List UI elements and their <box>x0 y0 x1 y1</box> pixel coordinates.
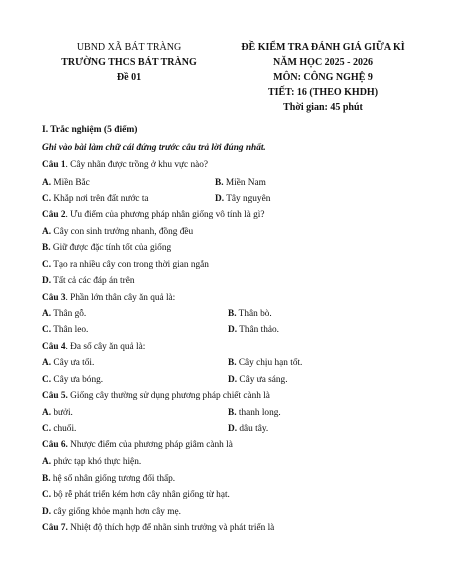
option-text: bộ rễ phát triển kém hơn cây nhân giống từ hạt. <box>51 490 230 500</box>
option-letter: C. <box>42 490 52 500</box>
question-3 <box>42 293 175 303</box>
question-label: Câu 4 <box>42 342 66 352</box>
exam-header <box>218 40 428 115</box>
question-text: . Đa số cây ăn quả là: <box>65 342 146 352</box>
option-text: cây giống khỏe mạnh hơn cây mẹ. <box>51 507 181 517</box>
option-2a <box>42 227 193 237</box>
question-4 <box>42 342 145 352</box>
option-letter: D. <box>228 424 238 434</box>
question-1 <box>42 160 208 170</box>
option-letter: B. <box>228 408 237 418</box>
question-text: Giống cây thường sử dụng phương pháp chiết cành là <box>67 391 270 401</box>
duration: Thời gian: 45 phút <box>283 102 363 113</box>
option-text: Cây ưa bóng. <box>51 375 104 385</box>
question-label: Câu 5. <box>42 391 68 401</box>
option-2c <box>42 260 209 270</box>
option-text: Khắp nơi trên đất nước ta <box>51 194 149 204</box>
option-letter: C. <box>42 325 52 335</box>
option-letter: B. <box>42 243 51 253</box>
option-text: Cây ưa sáng. <box>237 375 288 385</box>
option-text: dâu tây. <box>237 424 269 434</box>
option-text: Thân bò. <box>236 309 272 319</box>
option-letter: D. <box>215 194 225 204</box>
option-text: Tất cả các đáp án trên <box>51 276 135 286</box>
option-5c <box>42 424 76 434</box>
question-text: Nhiệt độ thích hợp để nhãn sinh trưởng và phát triển là <box>67 523 275 533</box>
option-letter: A. <box>42 358 52 368</box>
option-letter: B. <box>228 358 237 368</box>
school-header <box>34 40 224 85</box>
option-6d <box>42 507 181 517</box>
option-letter: B. <box>42 474 51 484</box>
exam-code: Đề 01 <box>116 72 142 83</box>
option-text: chuối. <box>51 424 77 434</box>
question-label: Câu 6. <box>42 440 68 450</box>
option-2b <box>42 243 171 253</box>
subject: MÔN: CÔNG NGHỆ 9 <box>273 72 373 83</box>
option-5a <box>42 408 73 418</box>
option-letter: D. <box>42 276 52 286</box>
option-text: Cây con sinh trưởng nhanh, đồng đều <box>51 227 194 237</box>
option-letter: A. <box>42 457 52 467</box>
option-letter: D. <box>42 507 52 517</box>
option-6c <box>42 490 230 500</box>
question-2 <box>42 210 264 220</box>
option-5d <box>228 424 268 434</box>
instruction: Ghi vào bài làm chữ cái đứng trước câu trả lời đúng nhất. <box>42 143 266 153</box>
option-text: Tây nguyên <box>224 194 271 204</box>
question-label: Câu 3 <box>42 293 66 303</box>
question-label: Câu 2 <box>42 210 66 220</box>
exam-title: ĐỀ KIỂM TRA ĐÁNH GIÁ GIỮA KÌ <box>241 42 405 53</box>
option-text: Cây ưa tối. <box>51 358 95 368</box>
option-4a <box>42 358 94 368</box>
option-1c <box>42 194 149 204</box>
option-letter: A. <box>42 178 52 188</box>
option-letter: B. <box>215 178 224 188</box>
option-text: Thân thảo. <box>237 325 279 335</box>
question-label: Câu 7. <box>42 523 68 533</box>
option-letter: D. <box>228 325 238 335</box>
option-4b <box>228 358 302 368</box>
school-name: TRƯỜNG THCS BÁT TRÀNG <box>61 57 197 68</box>
question-text: Nhược điểm của phương pháp giâm cành là <box>67 440 233 450</box>
option-1d <box>215 194 270 204</box>
question-7 <box>42 523 274 533</box>
option-3d <box>228 325 279 335</box>
option-text: Cây chịu hạn tốt. <box>236 358 303 368</box>
option-3a <box>42 309 86 319</box>
option-text: Thân leo. <box>51 325 89 335</box>
commune-name: UBND XÃ BÁT TRÀNG <box>76 42 182 53</box>
option-3c <box>42 325 88 335</box>
option-5b <box>228 408 281 418</box>
option-text: thanh long. <box>236 408 281 418</box>
option-letter: D. <box>228 375 238 385</box>
option-text: bưởi. <box>51 408 73 418</box>
question-text: . Phần lớn thân cây ăn quả là: <box>65 293 176 303</box>
option-letter: C. <box>42 194 52 204</box>
option-1b <box>215 178 266 188</box>
option-text: Miền Bắc <box>51 178 90 188</box>
lesson-period: TIẾT: 16 (THEO KHDH) <box>267 87 379 98</box>
question-text: . Ưu điểm của phương pháp nhân giống vô tính là gì? <box>65 210 265 220</box>
option-letter: A. <box>42 408 52 418</box>
section-title: I. Trắc nghiệm (5 điểm) <box>42 125 138 135</box>
option-6a <box>42 457 141 467</box>
option-6b <box>42 474 175 484</box>
option-4d <box>228 375 288 385</box>
option-letter: A. <box>42 227 52 237</box>
question-5 <box>42 391 270 401</box>
option-letter: A. <box>42 309 52 319</box>
school-year: NĂM HỌC 2025 - 2026 <box>273 57 373 68</box>
question-text: . Cây nhãn được trồng ở khu vực nào? <box>65 160 209 170</box>
option-2d <box>42 276 135 286</box>
option-letter: B. <box>228 309 237 319</box>
option-1a <box>42 178 90 188</box>
option-text: Tạo ra nhiều cây con trong thời gian ngắn <box>51 260 209 270</box>
option-text: Giữ được đặc tính tốt của giống <box>50 243 172 253</box>
option-text: Miền Nam <box>223 178 266 188</box>
option-letter: C. <box>42 375 52 385</box>
option-3b <box>228 309 272 319</box>
option-letter: C. <box>42 260 52 270</box>
option-letter: C. <box>42 424 52 434</box>
option-4c <box>42 375 103 385</box>
question-6 <box>42 440 233 450</box>
option-text: Thân gỗ. <box>51 309 87 319</box>
option-text: phức tạp khó thực hiện. <box>51 457 142 467</box>
question-label: Câu 1 <box>42 160 66 170</box>
option-text: hệ số nhân giống tương đối thấp. <box>50 474 176 484</box>
